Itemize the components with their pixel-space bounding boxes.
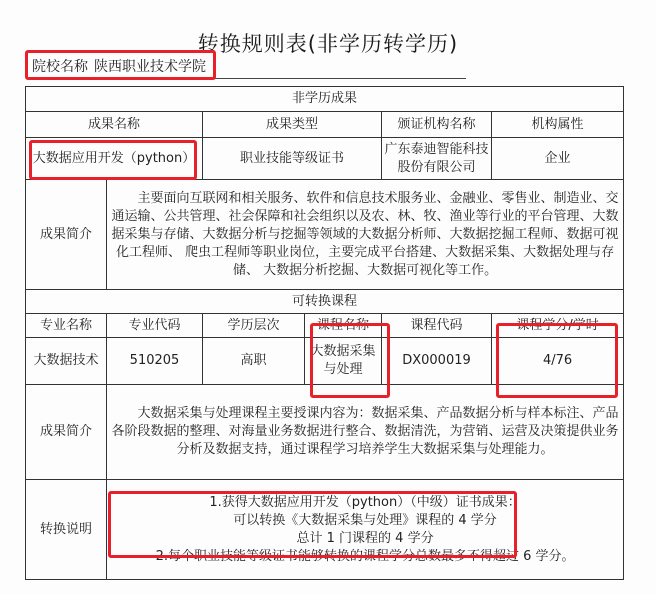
course-intro-label: 成果简介 <box>26 385 107 480</box>
achievement-intro-label: 成果简介 <box>26 180 107 290</box>
major-name: 大数据技术 <box>26 338 107 385</box>
table-row <box>26 480 624 580</box>
header-course-code: 课程代码 <box>382 314 492 338</box>
conversion-line-2: 可以转换《大数据采集与处理》课程的 4 学分 <box>233 512 497 528</box>
table-row <box>26 138 624 180</box>
table-row <box>26 180 624 290</box>
header-major: 专业名称 <box>26 314 107 338</box>
table-row <box>26 112 624 138</box>
issuer-name: 广东泰迪智能科技股份有限公司 <box>382 138 492 180</box>
course-credits: 4/76 <box>492 338 624 385</box>
document-title: 转换规则表(非学历转学历) <box>197 32 459 56</box>
achievement-type: 职业技能等级证书 <box>203 138 382 180</box>
header-major-code: 专业代码 <box>107 314 203 338</box>
school-line <box>32 56 206 76</box>
issuer-attribute: 企业 <box>492 138 624 180</box>
table-row <box>26 314 624 338</box>
header-achievement-type: 成果类型 <box>203 112 382 138</box>
conversion-line-4: 2.每个职业技能等级证书能够转换的课程学分总数最多不得超过 6 学分。 <box>155 548 575 564</box>
course-section-title: 可转换课程 <box>26 290 624 314</box>
conversion-line-1: 1.获得大数据应用开发（python）（中级）证书成果： <box>209 494 521 510</box>
header-level: 学历层次 <box>203 314 305 338</box>
conversion-label: 转换说明 <box>26 480 107 580</box>
header-credits: 课程学分/学时 <box>492 314 624 338</box>
course-code: DX000019 <box>382 338 492 385</box>
course-name: 大数据采集与处理 <box>305 338 382 385</box>
school-underline <box>94 78 466 79</box>
course-intro-text: 大数据采集与处理课程主要授课内容为：数据采集、产品数据分析与样本标注、产品各阶段数据的整理、对海量业务数据进行整合、数据清洗，为营销、运营及决策提供业务分析及数据支持，通过课程学习培养学生大数据采集与处理能力。 <box>107 385 624 480</box>
table-row <box>26 385 624 480</box>
achievement-intro-text: 主要面向互联网和相关服务、软件和信息技术服务业、金融业、零售业、制造业、交通运输、公共管理、社会保障和社会组织以及农、林、牧、渔业等行业的平台管理、大数据采集与存储、大数据分析与挖掘等领域的大数据分析师、大数据挖掘工程师、数据可视化工程师、 爬虫工程师等职业岗位，主要完成平台搭建、大数据采集、大数据处理与存储、 大数据分析挖掘、大数据可视化等工作。 <box>107 180 624 290</box>
section-header-row <box>26 290 624 314</box>
non-degree-section-title: 非学历成果 <box>26 87 624 112</box>
conversion-text <box>107 480 624 580</box>
header-issuer: 颁证机构名称 <box>382 112 492 138</box>
school-label: 院校名称 <box>32 59 88 75</box>
header-course-name: 课程名称 <box>305 314 382 338</box>
section-header-row <box>26 87 624 112</box>
school-name: 陕西职业技术学院 <box>94 59 206 75</box>
header-achievement-name: 成果名称 <box>26 112 203 138</box>
major-code: 510205 <box>107 338 203 385</box>
degree-level: 高职 <box>203 338 305 385</box>
header-attribute: 机构属性 <box>492 112 624 138</box>
achievement-name: 大数据应用开发（python） <box>26 138 203 180</box>
conversion-table <box>25 86 624 580</box>
conversion-line-3: 总计 1 门课程的 4 学分 <box>296 530 434 546</box>
table-row <box>26 338 624 385</box>
